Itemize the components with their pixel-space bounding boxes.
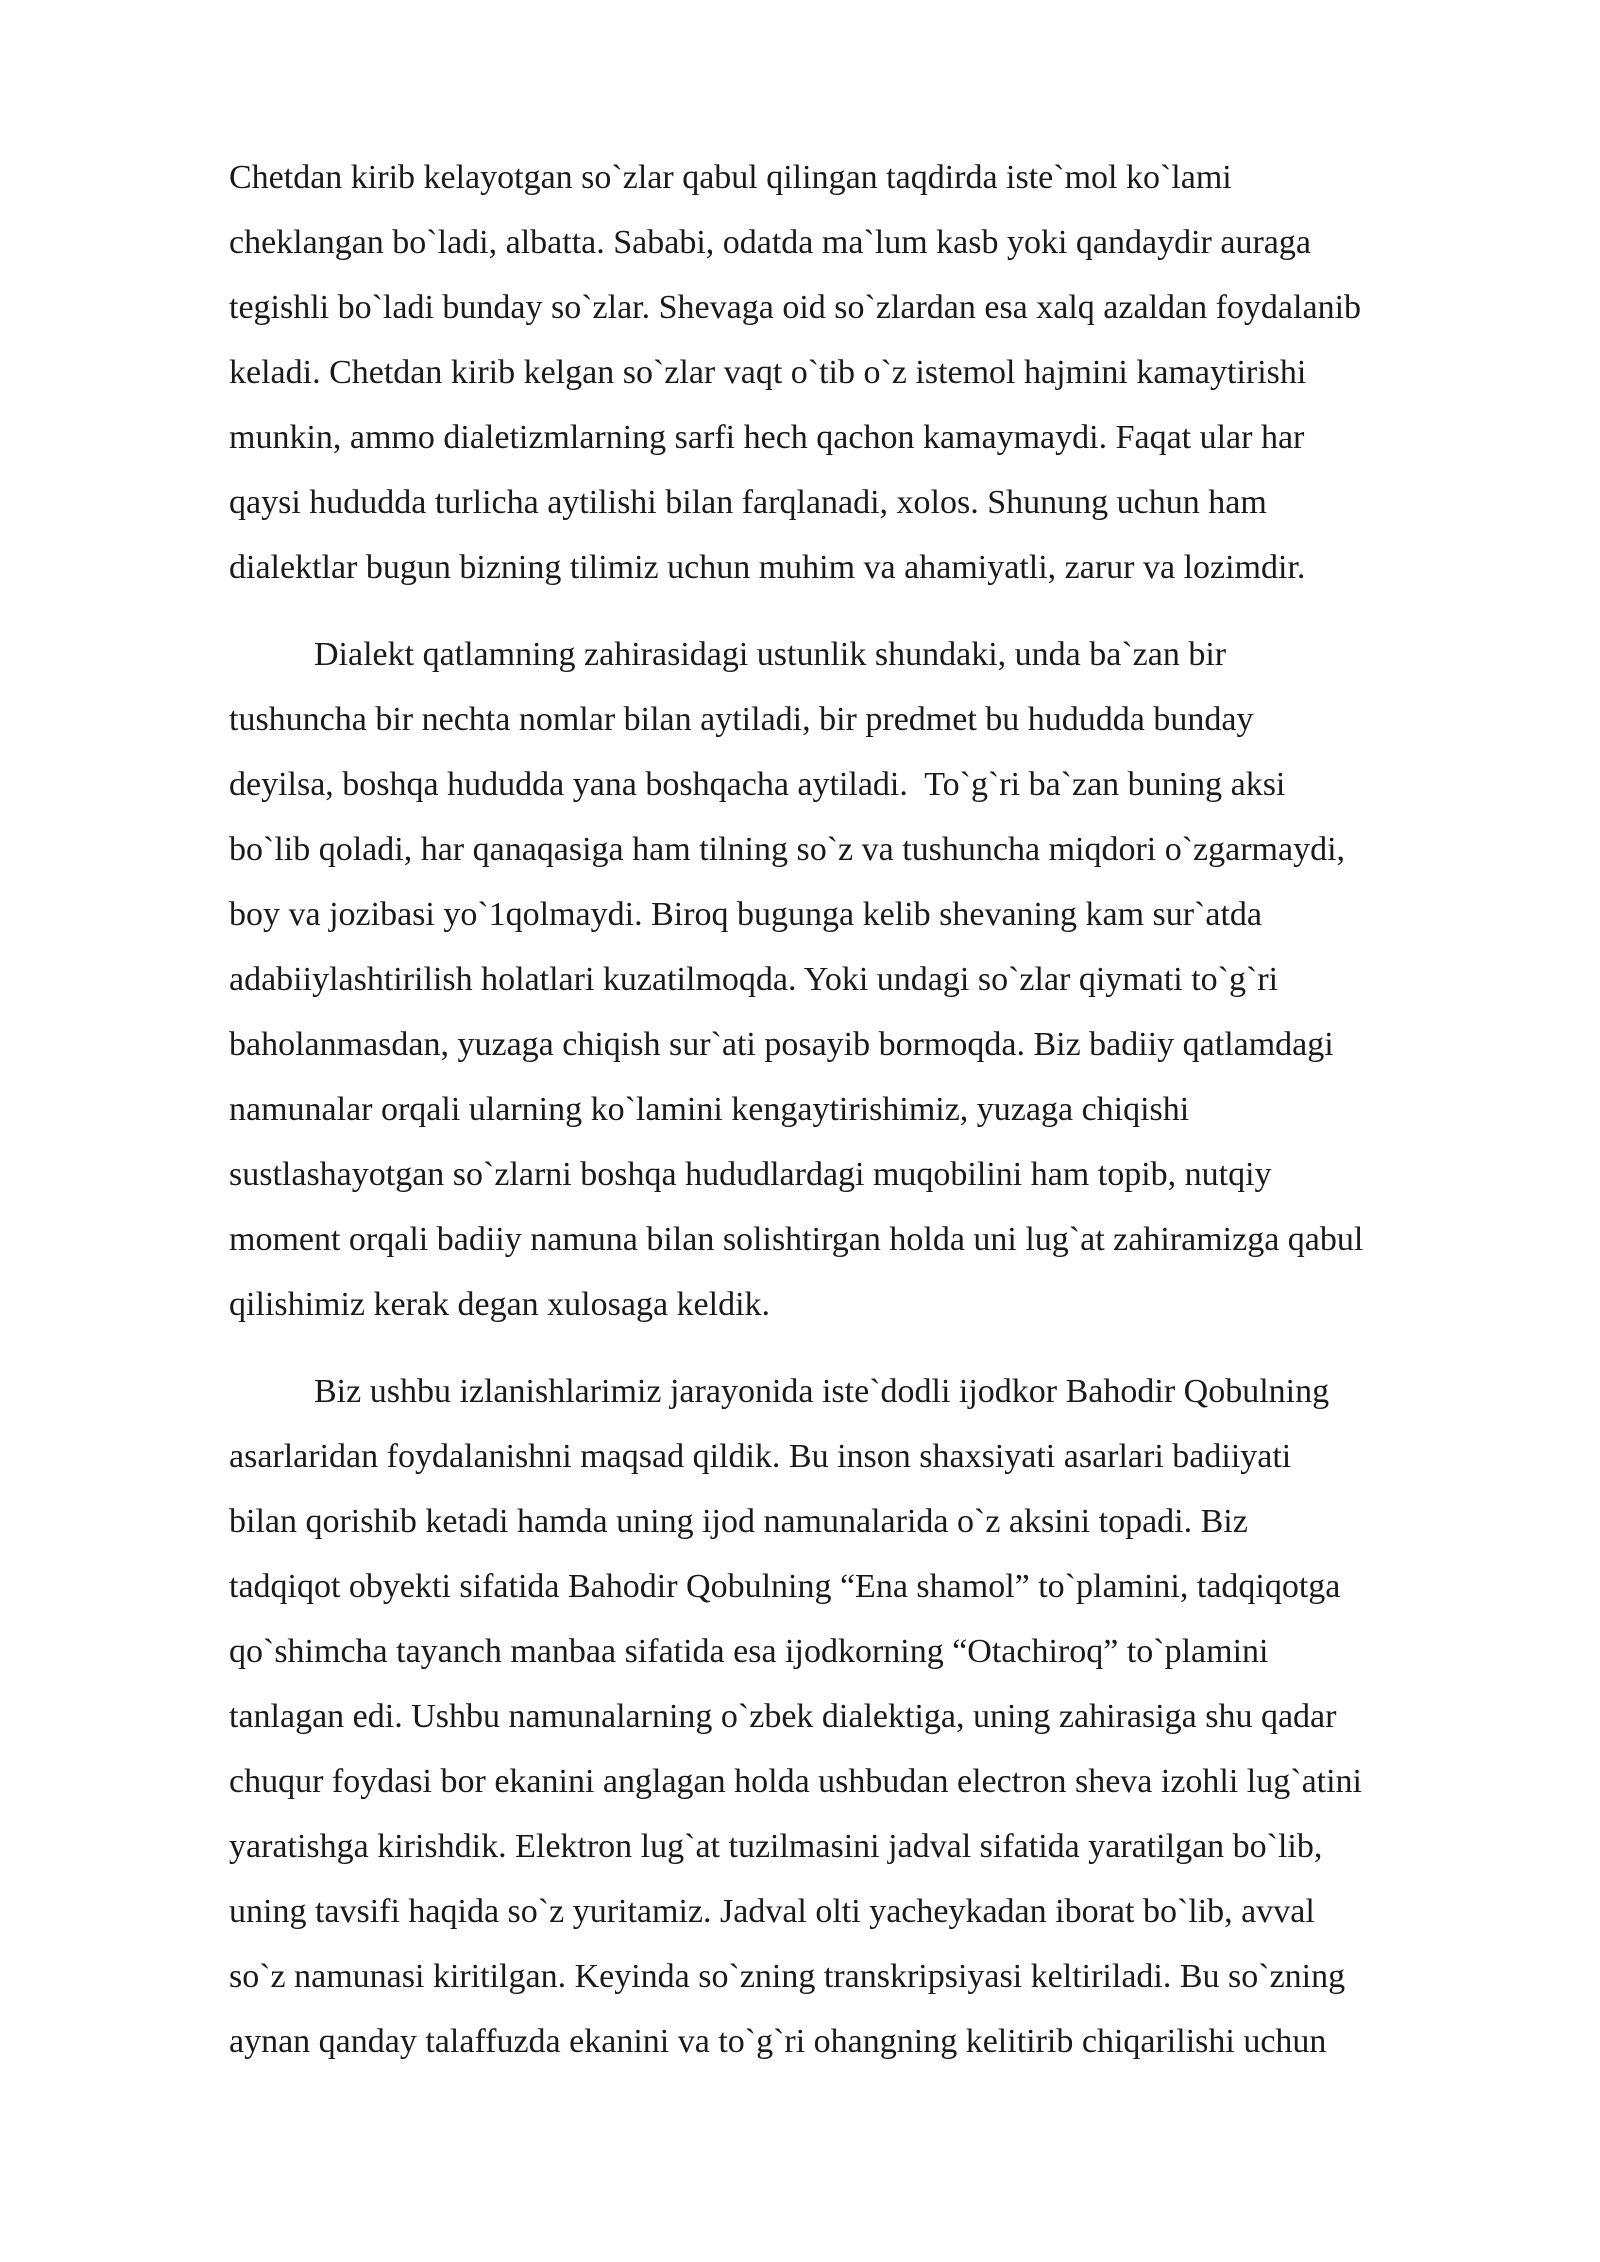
text-line: qo`shimcha tayanch manbaa sifatida esa ijodkorning “Otachiroq” to`plamini [229, 1633, 1269, 1670]
paragraph-spacer [229, 1337, 1489, 1359]
text-line: chuqur foydasi bor ekanini anglagan holda ushbudan electron sheva izohli lug`atini [229, 1763, 1363, 1800]
text-line: tadqiqot obyekti sifatida Bahodir Qobulning “Ena shamol” to`plamini, tadqiqotga [229, 1568, 1341, 1605]
text-line: tushuncha bir nechta nomlar bilan aytiladi, bir predmet bu hududda bunday [229, 701, 1254, 738]
text-line: namunalar orqali ularning ko`lamini kengaytirishimiz, yuzaga chiqishi [229, 1091, 1190, 1128]
text-line: yaratishga kirishdik. Elektron lug`at tuzilmasini jadval sifatida yaratilgan bo`lib, [229, 1828, 1323, 1865]
text-line: munkin, ammo dialetizmlarning sarfi hech qachon kamaymaydi. Faqat ular har [229, 419, 1305, 456]
text-line: adabiiylashtirilish holatlari kuzatilmoqda. Yoki undagi so`zlar qiymati to`g`ri [229, 961, 1279, 998]
paragraph-spacer [229, 600, 1489, 622]
body-text [229, 145, 1489, 2074]
text-line: cheklangan bo`ladi, albatta. Sababi, odatda ma`lum kasb yoki qandaydir auraga [229, 224, 1311, 261]
text-line: moment orqali badiiy namuna bilan solishtirgan holda uni lug`at zahiramizga qabul [229, 1221, 1364, 1258]
text-line: bo`lib qoladi, har qanaqasiga ham tilning so`z va tushuncha miqdori o`zgarmaydi, [229, 831, 1346, 868]
text-line: Dialekt qatlamning zahirasidagi ustunlik shundaki, unda ba`zan bir [229, 636, 1227, 673]
text-line: keladi. Chetdan kirib kelgan so`zlar vaqt o`tib o`z istemol hajmini kamaytirishi [229, 354, 1307, 391]
text-line: Chetdan kirib kelayotgan so`zlar qabul qilingan taqdirda iste`mol ko`lami [229, 159, 1232, 196]
text-line: baholanmasdan, yuzaga chiqish sur`ati posayib bormoqda. Biz badiiy qatlamdagi [229, 1026, 1334, 1063]
text-line: tegishli bo`ladi bunday so`zlar. Shevaga oid so`zlardan esa xalq azaldan foydalanib [229, 289, 1362, 326]
text-line: uning tavsifi haqida so`z yuritamiz. Jadval olti yacheykadan iborat bo`lib, avval [229, 1893, 1315, 1930]
text-line: tanlagan edi. Ushbu namunalarning o`zbek dialektiga, uning zahirasiga shu qadar [229, 1698, 1337, 1735]
paragraph-2 [229, 622, 1489, 1337]
text-line: deyilsa, boshqa hududda yana boshqacha aytiladi. To`g`ri ba`zan buning aksi [229, 766, 1286, 803]
text-line: so`z namunasi kiritilgan. Keyinda so`zning transkripsiyasi keltiriladi. Bu so`zning [229, 1958, 1346, 1995]
text-line: bilan qorishib ketadi hamda uning ijod namunalarida o`z aksini topadi. Biz [229, 1503, 1248, 1540]
text-line: Biz ushbu izlanishlarimiz jarayonida iste`dodli ijodkor Bahodir Qobulning [229, 1373, 1330, 1410]
text-line: qilishimiz kerak degan xulosaga keldik. [229, 1286, 771, 1323]
text-line: asarlaridan foydalanishni maqsad qildik. Bu inson shaxsiyati asarlari badiiyati [229, 1438, 1292, 1475]
text-line: qaysi hududda turlicha aytilishi bilan farqlanadi, xolos. Shunung uchun ham [229, 484, 1267, 521]
text-line: dialektlar bugun bizning tilimiz uchun muhim va ahamiyatli, zarur va lozimdir. [229, 549, 1306, 586]
paragraph-3 [229, 1359, 1489, 2074]
text-line: sustlashayotgan so`zlarni boshqa hududlardagi muqobilini ham topib, nutqiy [229, 1156, 1272, 1193]
text-line: aynan qanday talaffuzda ekanini va to`g`ri ohangning kelitirib chiqarilishi uchun [229, 2023, 1327, 2060]
paragraph-1 [229, 145, 1489, 600]
text-line: boy va jozibasi yo`1qolmaydi. Biroq bugunga kelib shevaning kam sur`atda [229, 896, 1263, 933]
